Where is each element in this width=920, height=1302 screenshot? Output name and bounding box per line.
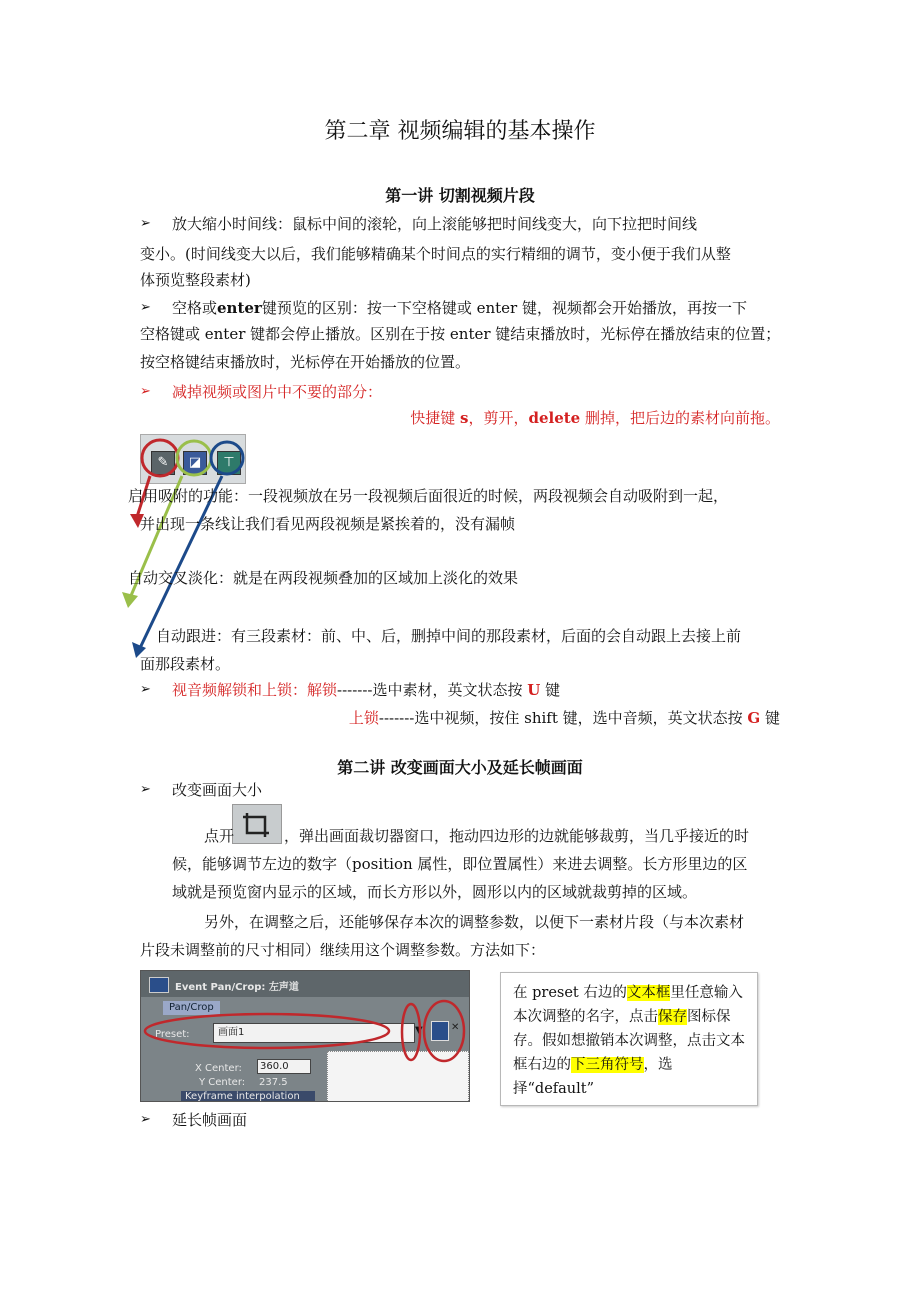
bullet-arrow-icon: ➢ (140, 216, 151, 231)
cut-bullet: 减掉视频或图片中不要的部分： (172, 383, 383, 401)
resize-bullet: 改变画面大小 (172, 781, 263, 799)
click-line-3: 域就是预览窗内显示的区域，而长方形以外，圆形以内的区域就裁剪掉的区域。 (172, 883, 698, 901)
preset-label: Preset: (155, 1029, 190, 1040)
space-line-3: 按空格键结束播放时，光标停在开始播放的位置。 (140, 353, 471, 371)
save-line-2: 片段未调整前的尺寸相同）继续用这个调整参数。方法如下： (140, 941, 546, 959)
click-line-1: 点开 ，弹出画面裁切器窗口，拖动四边形的边就能够裁剪，当几乎接近的时 (204, 827, 750, 845)
crossfade-icon: ◪ (183, 451, 207, 475)
chapter-title: 第二章 视频编辑的基本操作 (324, 119, 596, 144)
y-center-label: Y Center: (199, 1077, 246, 1088)
zoom-line-1: 放大缩小时间线：鼠标中间的滚轮，向上滚能够把时间线变大，向下拉把时间线 (172, 215, 698, 233)
shortcut-line: 快捷键 s，剪开，delete 删掉，把后边的素材向前拖。 (410, 409, 780, 427)
ripple-icon: ⊤ (217, 451, 241, 475)
space-line-2: 空格键或 enter 键都会停止播放。区别在于按 enter 键结束播放时，光标停在播放结束的位置； (140, 325, 781, 343)
save-line-1: 另外，在调整之后，还能够保存本次的调整参数，以便下一素材片段（与本次素材 (204, 913, 745, 931)
close-icon: ✕ (451, 1022, 460, 1033)
snap-icon: ✎ (151, 451, 175, 475)
blue-circle (211, 442, 243, 474)
unlock-line: 视音频解锁和上锁：解锁-------选中素材，英文状态按 U 键 (172, 681, 561, 699)
extend-bullet: 延长帧画面 (172, 1111, 248, 1129)
lecture1-heading: 第一讲 切割视频片段 (385, 186, 535, 205)
tab-pan-crop: Pan/Crop (163, 1001, 220, 1015)
window-title: Event Pan/Crop: 左声道 (175, 982, 299, 993)
click-line-2: 候，能够调节左边的数字（position 属性，即位置属性）来进去调整。长方形里边的区 (172, 855, 748, 873)
note-text: 在 preset 右边的文本框里任意输入本次调整的名字，点击保存图标保存。假如想撤销本次调整，点击文本框右边的下三角符号，选择“default” (513, 985, 745, 1097)
pan-crop-screenshot (140, 970, 470, 1102)
y-center-value: 237.5 (259, 1077, 288, 1088)
note-box (500, 972, 758, 1106)
bullet-arrow-icon: ➢ (140, 1112, 151, 1127)
x-center-input: 360.0 (257, 1059, 311, 1074)
zoom-line-3: 体预览整段素材) (140, 271, 251, 289)
lecture2-heading: 第二讲 改变画面大小及延长帧画面 (337, 758, 583, 777)
bullet-arrow-icon: ➢ (140, 682, 151, 697)
keyframe-section: Keyframe interpolation (181, 1091, 315, 1102)
bullet-arrow-icon: ➢ (140, 782, 151, 797)
bullet-arrow-icon: ➢ (140, 300, 151, 315)
snap-line-1: 启用吸附的功能：一段视频放在另一段视频后面很近的时候，两段视频会自动吸附到一起， (128, 487, 729, 505)
lock-line: 上锁-------选中视频，按住 shift 键，选中音频，英文状态按 G 键 (348, 709, 780, 727)
crossfade-line: 自动交叉淡化：就是在两段视频叠加的区域加上淡化的效果 (128, 569, 519, 587)
ripple-line-1: 自动跟进：有三段素材：前、中、后，删掉中间的那段素材，后面的会自动跟上去接上前 (156, 627, 742, 645)
chevron-down-icon: ▼ (415, 1025, 423, 1036)
preset-input: 画面1 (213, 1023, 415, 1043)
zoom-line-2: 变小。(时间线变大以后，我们能够精确某个时间点的实行精细的调节，变小便于我们从整 (140, 245, 731, 263)
ripple-line-2: 面那段素材。 (140, 655, 231, 673)
space-line-1: 空格或enter键预览的区别：按一下空格键或 enter 键，视频都会开始播放，再按一下 (172, 299, 747, 317)
snap-line-2: 并出现一条线让我们看见两段视频是紧挨着的，没有漏帧 (140, 515, 516, 533)
bullet-arrow-icon: ➢ (140, 384, 151, 399)
x-center-label: X Center: (195, 1063, 242, 1074)
green-circle (177, 441, 211, 475)
red-circle (142, 440, 178, 476)
